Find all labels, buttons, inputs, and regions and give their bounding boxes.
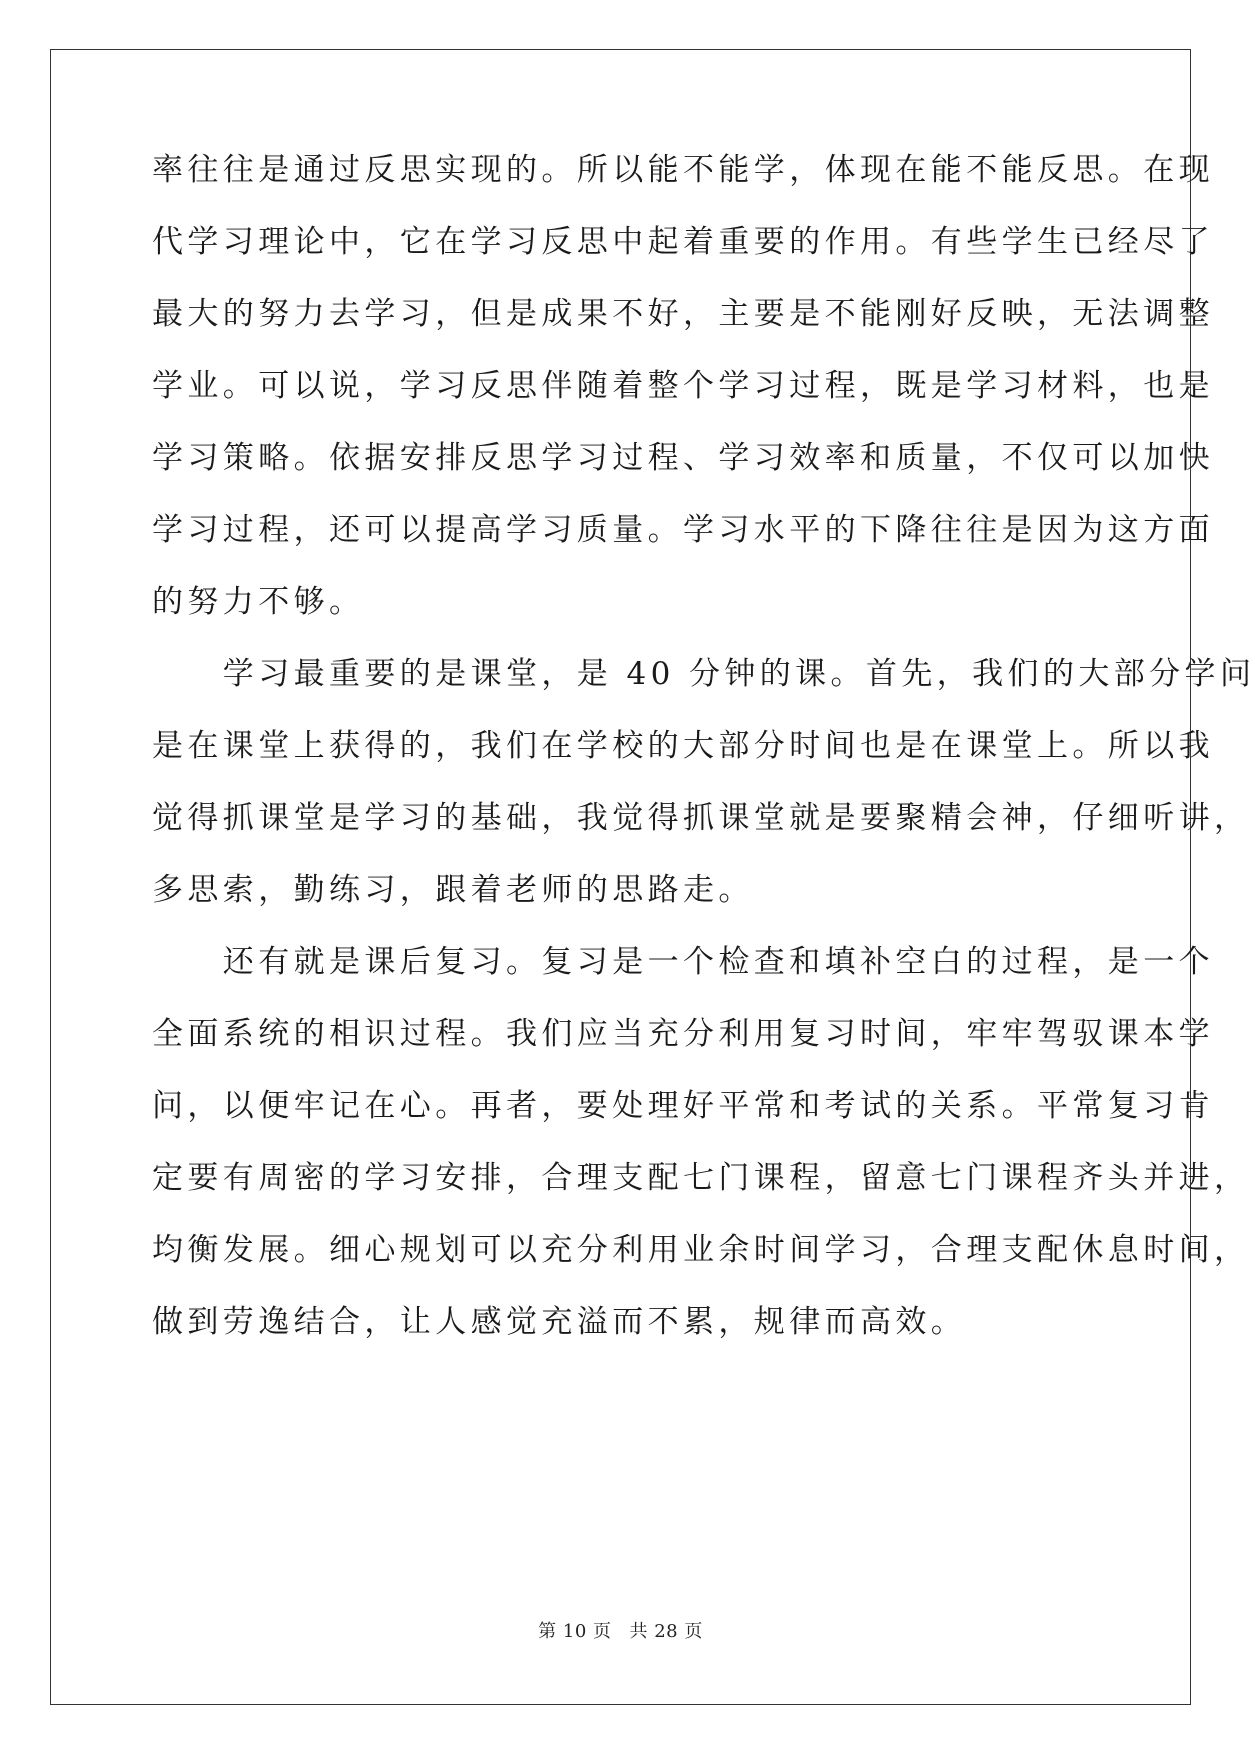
text-line: 做到劳逸结合，让人感觉充溢而不累，规律而高效。 bbox=[152, 1304, 967, 1340]
text-line: 是在课堂上获得的，我们在学校的大部分时间也是在课堂上。所以我 bbox=[152, 728, 1214, 764]
text-line: 率往往是通过反思实现的。所以能不能学，体现在能不能反思。在现 bbox=[152, 152, 1214, 188]
text-line: 学业。可以说，学习反思伴随着整个学习过程，既是学习材料，也是 bbox=[152, 368, 1214, 404]
text-line: 学习策略。依据安排反思学习过程、学习效率和质量，不仅可以加快 bbox=[152, 440, 1214, 476]
text-line: 的努力不够。 bbox=[152, 584, 365, 620]
text-line: 全面系统的相识过程。我们应当充分利用复习时间，牢牢驾驭课本学 bbox=[152, 1016, 1214, 1052]
text-line: 均衡发展。细心规划可以充分利用业余时间学习，合理支配休息时间， bbox=[152, 1232, 1250, 1268]
current-page-number: 第 10 页 bbox=[538, 1621, 612, 1642]
text-line: 学习过程，还可以提高学习质量。学习水平的下降往往是因为这方面 bbox=[152, 512, 1214, 548]
paragraph-start-line: 还有就是课后复习。复习是一个检查和填补空白的过程，是一个 bbox=[152, 944, 1214, 980]
page-footer bbox=[0, 1620, 1241, 1644]
text-line: 定要有周密的学习安排，合理支配七门课程，留意七门课程齐头并进， bbox=[152, 1160, 1250, 1196]
paragraph-start-line: 学习最重要的是课堂，是 40 分钟的课。首先，我们的大部分学问 bbox=[152, 656, 1255, 692]
text-line: 觉得抓课堂是学习的基础，我觉得抓课堂就是要聚精会神，仔细听讲， bbox=[152, 800, 1250, 836]
text-line: 问，以便牢记在心。再者，要处理好平常和考试的关系。平常复习肯 bbox=[152, 1088, 1214, 1124]
total-pages: 共 28 页 bbox=[629, 1621, 703, 1642]
text-line: 最大的努力去学习，但是成果不好，主要是不能刚好反映，无法调整 bbox=[152, 296, 1214, 332]
text-line: 多思索，勤练习，跟着老师的思路走。 bbox=[152, 872, 754, 908]
text-line: 代学习理论中，它在学习反思中起着重要的作用。有些学生已经尽了 bbox=[152, 224, 1214, 260]
